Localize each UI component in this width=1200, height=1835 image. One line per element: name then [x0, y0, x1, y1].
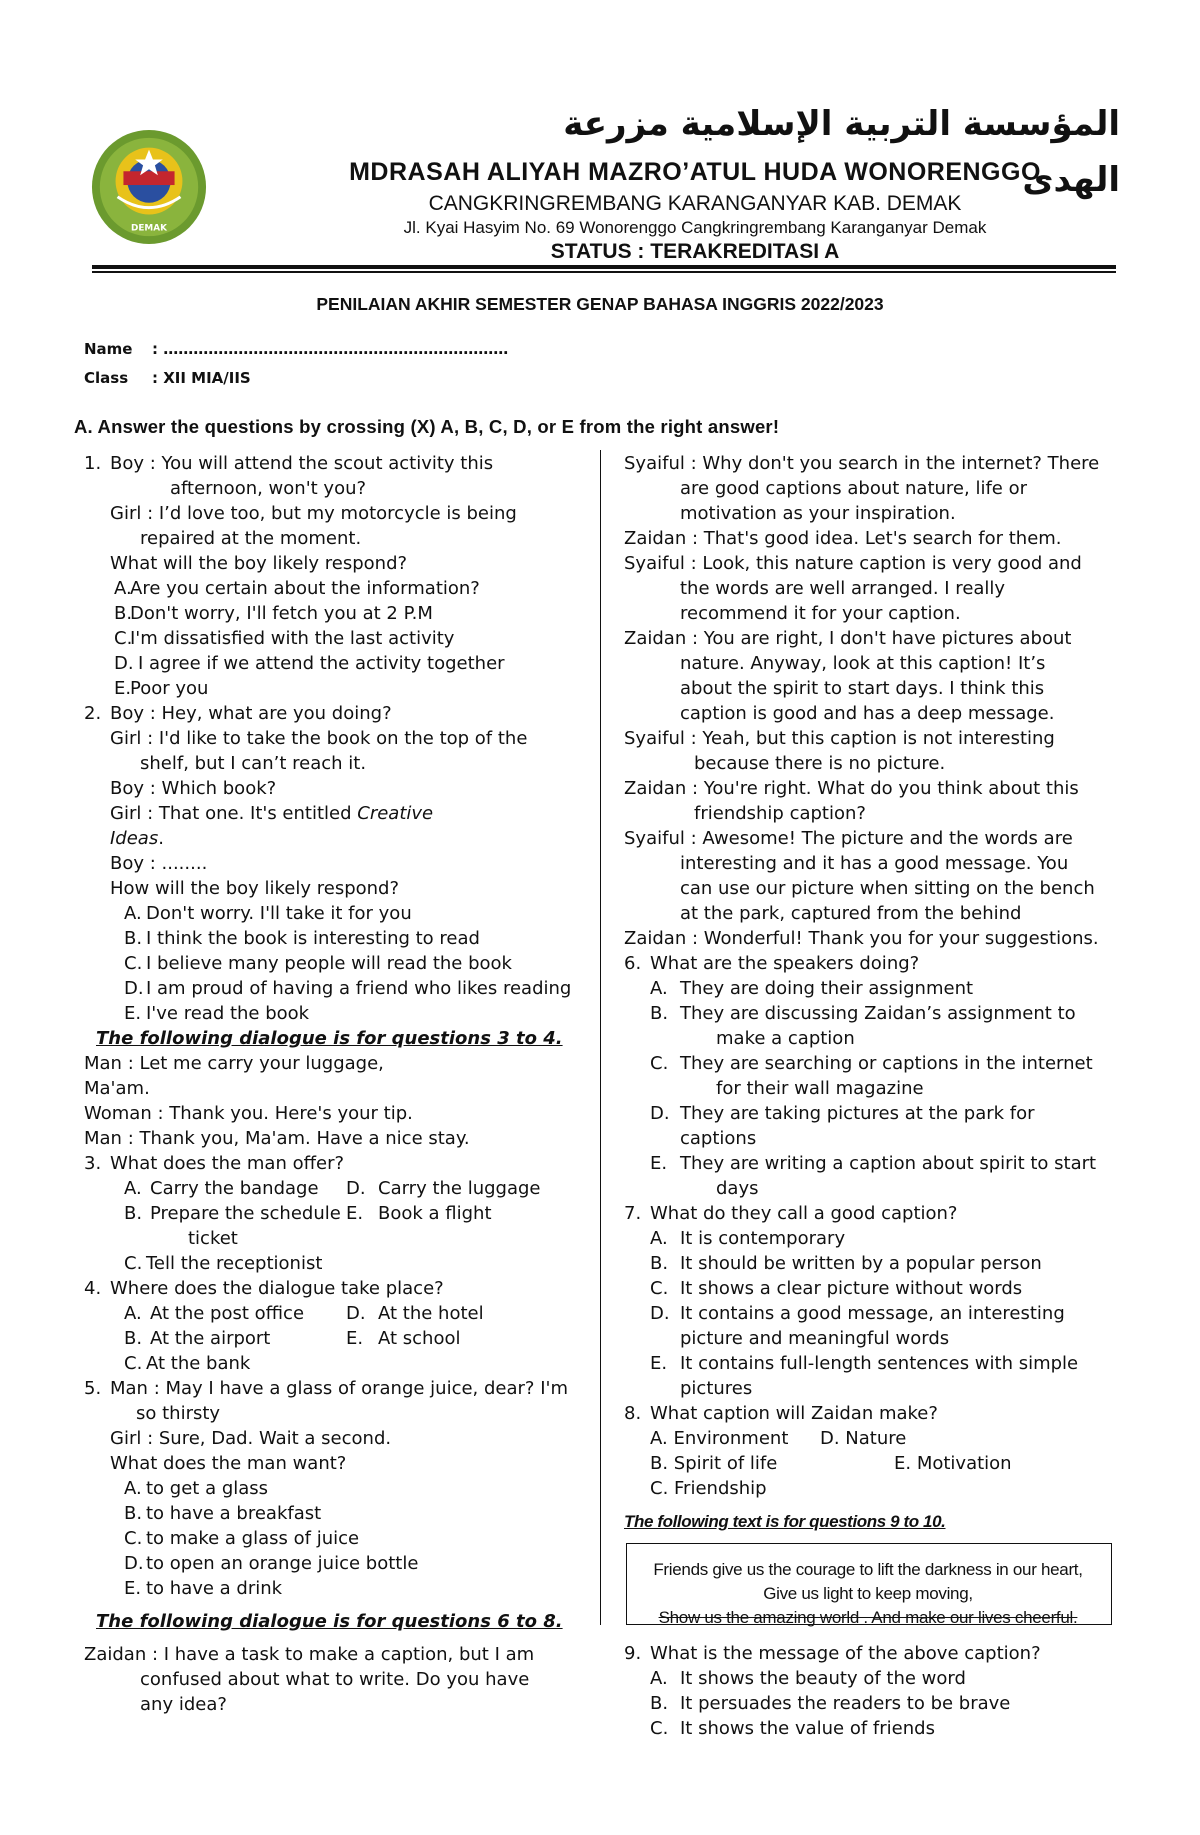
- question-4: [84, 1276, 574, 1376]
- dialogue-line: can use our picture when sitting on the bench: [680, 878, 1095, 899]
- dialogue-line: caption is good and has a deep message.: [680, 703, 1055, 724]
- name-label: Name: [84, 340, 133, 358]
- dialogue-line: Boy : ........: [110, 853, 208, 874]
- option-c[interactable]: C. to make a glass of juice: [124, 1528, 360, 1549]
- dialogue-line: Syaiful : Look, this nature caption is very good and: [624, 553, 1082, 574]
- question-1: [84, 451, 574, 701]
- option-b-continued: make a caption: [716, 1028, 855, 1049]
- option-b[interactable]: B. Spirit of life: [650, 1453, 778, 1474]
- dialogue-line: Man : Thank you, Ma'am. Have a nice stay.: [84, 1128, 470, 1149]
- accreditation-status: STATUS : TERAKREDITASI A: [550, 240, 840, 263]
- question-2: [84, 701, 574, 1026]
- option-d[interactable]: D. to open an orange juice bottle: [124, 1553, 419, 1574]
- option-c[interactable]: C. Friendship: [650, 1478, 767, 1499]
- option-a[interactable]: A. It shows the beauty of the word: [650, 1668, 966, 1689]
- header-rule-thick: [92, 265, 1116, 269]
- question-7: [624, 1201, 1100, 1401]
- dialogue-line: confused about what to write. Do you have: [140, 1669, 530, 1690]
- option-c[interactable]: C. It shows a clear picture without words: [650, 1278, 1023, 1299]
- option-d[interactable]: D. At the hotel: [346, 1303, 484, 1324]
- option-a[interactable]: A. Environment: [650, 1428, 789, 1449]
- right-column-bottom: [624, 1641, 1100, 1741]
- section-heading-q3-4: The following dialogue is for questions 3 to 4.: [96, 1028, 563, 1049]
- option-e[interactable]: E. It contains full-length sentences with simple: [650, 1353, 1079, 1374]
- option-b-continued: ticket: [188, 1228, 238, 1249]
- dialogue-line: Ideas.: [110, 828, 164, 849]
- option-e[interactable]: E. Motivation: [894, 1453, 1012, 1474]
- option-e[interactable]: E. I've read the book: [124, 1003, 310, 1024]
- question-6: [624, 951, 1100, 1201]
- dialogue-line: repaired at the moment.: [140, 528, 362, 549]
- dialogue-line: Zaidan : You are right, I don't have pictures about: [624, 628, 1072, 649]
- option-b[interactable]: B. Prepare the schedule: [124, 1203, 341, 1224]
- caption-line: Show us the amazing world . And make our lives cheerful.: [658, 1608, 1078, 1627]
- question-number: 1.: [84, 453, 102, 474]
- student-class-row: [84, 369, 251, 387]
- dialogue-line: because there is no picture.: [694, 753, 946, 774]
- option-a[interactable]: A. They are doing their assignment: [650, 978, 974, 999]
- question-3: [84, 1151, 574, 1276]
- class-value: : XII MIA/IIS: [152, 369, 251, 387]
- option-b[interactable]: B. It should be written by a popular person: [650, 1253, 1042, 1274]
- dialogue-line: Zaidan : I have a task to make a caption, but I am: [84, 1644, 535, 1665]
- dialogue-line: recommend it for your caption.: [680, 603, 961, 624]
- option-b[interactable]: B. They are discussing Zaidan’s assignment to: [650, 1003, 1076, 1024]
- dialogue-line: Girl : I’d love too, but my motorcycle is being: [110, 503, 517, 524]
- option-d[interactable]: D. Carry the luggage: [346, 1178, 541, 1199]
- question-text: What does the man want?: [110, 1453, 347, 1474]
- question-9: [624, 1641, 1100, 1741]
- class-label: Class: [84, 369, 129, 387]
- option-d-continued: picture and meaningful words: [680, 1328, 950, 1349]
- school-name: MDRASAH ALIYAH MAZRO’ATUL HUDA WONORENGGO: [349, 158, 1041, 186]
- right-column: [624, 451, 1100, 1534]
- name-value: : ……………………………………………………………: [152, 340, 509, 358]
- option-b[interactable]: B. Don't worry, I'll fetch you at 2 P.M: [114, 603, 433, 624]
- option-c[interactable]: C. Tell the receptionist: [124, 1253, 323, 1274]
- dialogue-line: Syaiful : Awesome! The picture and the words are: [624, 828, 1073, 849]
- option-d[interactable]: D. I am proud of having a friend who likes reading: [124, 978, 572, 999]
- question-number: 3.: [84, 1153, 102, 1174]
- question-number: 2.: [84, 703, 102, 724]
- question-text: What is the message of the above caption?: [650, 1643, 1041, 1664]
- dialogue-line: shelf, but I can’t reach it.: [140, 753, 367, 774]
- option-a[interactable]: A. Carry the bandage: [124, 1178, 319, 1199]
- dialogue-line: Syaiful : Yeah, but this caption is not interesting: [624, 728, 1055, 749]
- option-e[interactable]: E. to have a drink: [124, 1578, 283, 1599]
- dialogue-line: Ma'am.: [84, 1078, 150, 1099]
- option-c-continued: for their wall magazine: [716, 1078, 924, 1099]
- dialogue-line: Girl : That one. It's entitled Creative: [110, 803, 434, 824]
- dialogue-line: so thirsty: [136, 1403, 221, 1424]
- option-e[interactable]: E. They are writing a caption about spirit to start: [650, 1153, 1097, 1174]
- question-text: What do they call a good caption?: [650, 1203, 958, 1224]
- question-8: [624, 1401, 1100, 1501]
- dialogue-line: Girl : I'd like to take the book on the top of the: [110, 728, 528, 749]
- option-c[interactable]: C. It shows the value of friends: [650, 1718, 935, 1739]
- question-text: What does the man offer?: [110, 1153, 345, 1174]
- section-heading-q6-8: The following dialogue is for questions 6 to 8.: [96, 1611, 563, 1632]
- option-a[interactable]: A. Don't worry. I'll take it for you: [124, 903, 412, 924]
- question-text: What caption will Zaidan make?: [650, 1403, 938, 1424]
- dialogue-line: Boy : Which book?: [110, 778, 277, 799]
- option-c[interactable]: C. I'm dissatisfied with the last activity: [114, 628, 455, 649]
- dialogue-line: motivation as your inspiration.: [680, 503, 956, 524]
- option-b[interactable]: B. I think the book is interesting to read: [124, 928, 480, 949]
- option-b[interactable]: B. to have a breakfast: [124, 1503, 322, 1524]
- dialogue-line: are good captions about nature, life or: [680, 478, 1027, 499]
- dialogue-line: any idea?: [140, 1694, 227, 1715]
- question-number: 8.: [624, 1403, 642, 1424]
- caption-line: Give us light to keep moving,: [763, 1584, 973, 1603]
- dialogue-line: Boy : Hey, what are you doing?: [110, 703, 392, 724]
- dialogue-line: afternoon, won't you?: [170, 478, 367, 499]
- option-e-continued: days: [716, 1178, 759, 1199]
- question-number: 4.: [84, 1278, 102, 1299]
- dialogue-line: Boy : You will attend the scout activity this: [110, 453, 494, 474]
- option-e-continued: pictures: [680, 1378, 753, 1399]
- option-d[interactable]: D. Nature: [820, 1428, 907, 1449]
- dialogue-line: Zaidan : Wonderful! Thank you for your suggestions.: [624, 928, 1099, 949]
- dialogue-line: Man : May I have a glass of orange juice, dear? I'm: [110, 1378, 568, 1399]
- exam-title: PENILAIAN AKHIR SEMESTER GENAP BAHASA INGGRIS 2022/2023: [316, 294, 884, 314]
- question-text: How will the boy likely respond?: [110, 878, 400, 899]
- student-name-row: [84, 340, 508, 358]
- dialogue-line: at the park, captured from the behind: [680, 903, 1022, 924]
- dialogue-line: about the spirit to start days. I think this: [680, 678, 1045, 699]
- option-b[interactable]: B. At the airport: [124, 1328, 271, 1349]
- question-text: Where does the dialogue take place?: [110, 1278, 444, 1299]
- dialogue-line: Zaidan : That's good idea. Let's search for them.: [624, 528, 1062, 549]
- dialogue-line: Man : Let me carry your luggage,: [84, 1053, 384, 1074]
- option-a[interactable]: A. to get a glass: [124, 1478, 269, 1499]
- column-divider: [600, 450, 601, 1625]
- option-c[interactable]: C. I believe many people will read the book: [124, 953, 512, 974]
- question-number: 7.: [624, 1203, 642, 1224]
- option-c[interactable]: C. At the bank: [124, 1353, 251, 1374]
- dialogue-line: Syaiful : Why don't you search in the internet? There: [624, 453, 1100, 474]
- dialogue-line: Woman : Thank you. Here's your tip.: [84, 1103, 413, 1124]
- option-b[interactable]: B. It persuades the readers to be brave: [650, 1693, 1011, 1714]
- dialogue-line: Zaidan : You're right. What do you think about this: [624, 778, 1079, 799]
- option-a[interactable]: A. It is contemporary: [650, 1228, 846, 1249]
- section-heading-q9-10: The following text is for questions 9 to 10.: [624, 1512, 946, 1531]
- dialogue-line: nature. Anyway, look at this caption! It’s: [680, 653, 1046, 674]
- arabic-heading: المؤسسة التربية الإسلامية مزرعة الهدى: [563, 104, 1120, 200]
- question-number: 5.: [84, 1378, 102, 1399]
- section-instruction: A. Answer the questions by crossing (X) A, B, C, D, or E from the right answer!: [74, 416, 780, 437]
- option-c[interactable]: C. They are searching or captions in the internet: [650, 1053, 1093, 1074]
- caption-line: Friends give us the courage to lift the darkness in our heart,: [653, 1560, 1083, 1579]
- question-text: What will the boy likely respond?: [110, 553, 408, 574]
- option-d[interactable]: D. I agree if we attend the activity together: [114, 653, 505, 674]
- school-address-line2: Jl. Kyai Hasyim No. 69 Wonorenggo Cangkringrembang Karanganyar Demak: [403, 218, 987, 237]
- dialogue-line: interesting and it has a good message. You: [680, 853, 1069, 874]
- question-text: What are the speakers doing?: [650, 953, 920, 974]
- school-address-line1: CANGKRINGREMBANG KARANGANYAR KAB. DEMAK: [428, 192, 962, 215]
- question-number: 6.: [624, 953, 642, 974]
- option-a[interactable]: A. At the post office: [124, 1303, 305, 1324]
- option-a[interactable]: A. Are you certain about the information?: [114, 578, 480, 599]
- header-rule-thin: [92, 271, 1116, 273]
- dialogue-line: friendship caption?: [694, 803, 866, 824]
- option-e[interactable]: E. Book a flight: [346, 1203, 492, 1224]
- option-d[interactable]: D. It contains a good message, an interesting: [650, 1303, 1065, 1324]
- dialogue-line: the words are well arranged. I really: [680, 578, 1006, 599]
- question-number: 9.: [624, 1643, 642, 1664]
- option-e[interactable]: E. At school: [346, 1328, 461, 1349]
- option-d[interactable]: D. They are taking pictures at the park for captions: [650, 1103, 1035, 1149]
- dialogue-line: Girl : Sure, Dad. Wait a second.: [110, 1428, 392, 1449]
- school-logo: [90, 128, 208, 246]
- option-e[interactable]: E. Poor you: [114, 678, 209, 699]
- question-5: [84, 1376, 574, 1601]
- logo-text: DEMAK: [131, 223, 167, 234]
- left-column: [84, 451, 574, 1717]
